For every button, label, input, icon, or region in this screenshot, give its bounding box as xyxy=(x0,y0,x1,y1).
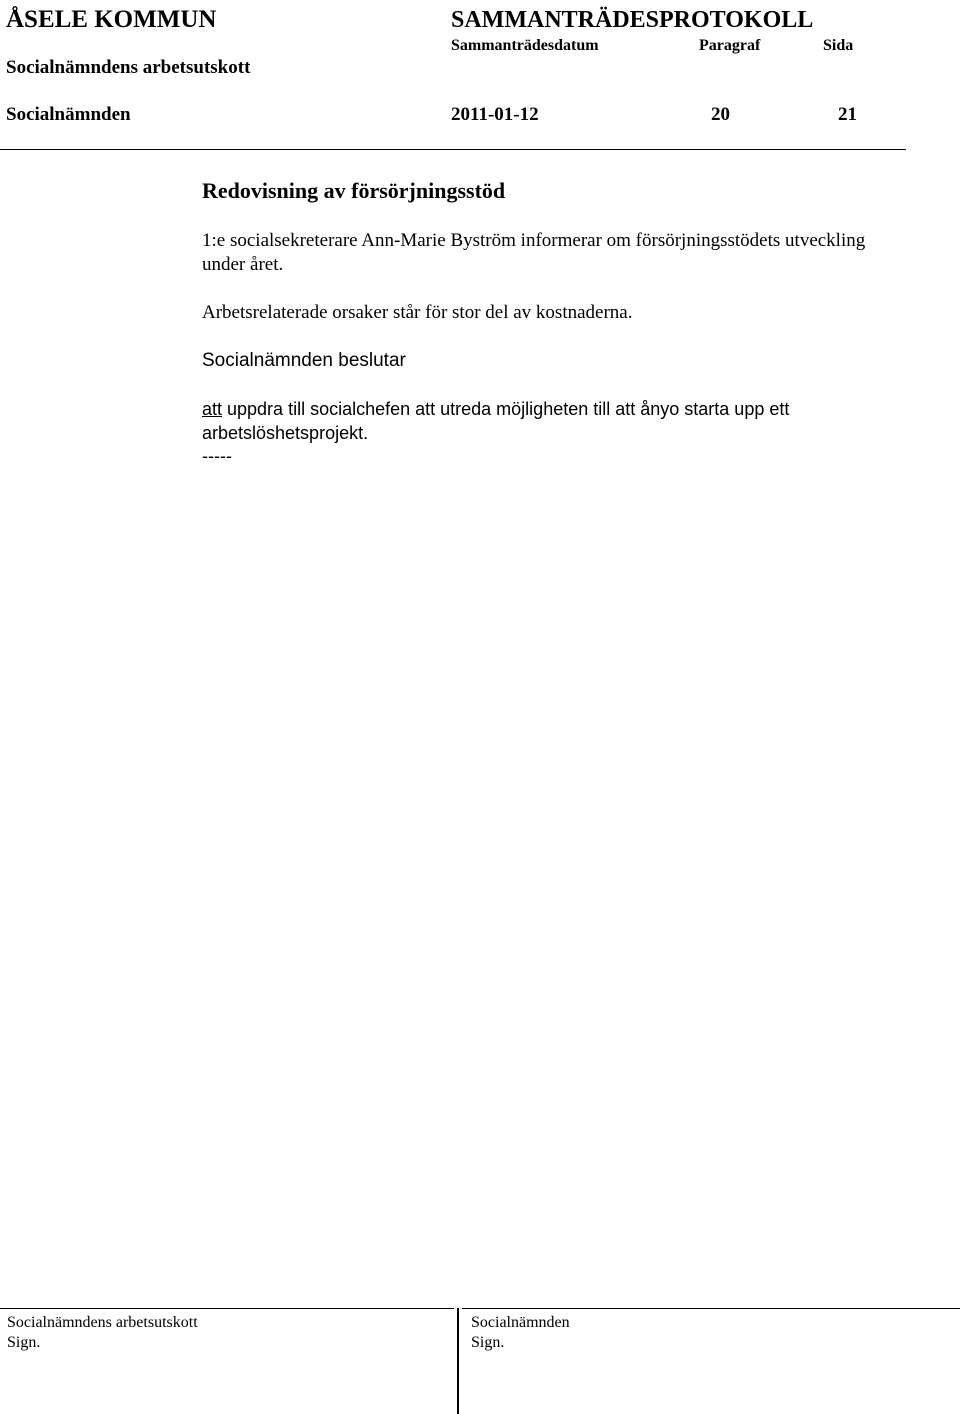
paragraph-number: 20 xyxy=(711,104,730,125)
paragraph-costs: Arbetsrelaterade orsaker står för stor del av kostnaderna. xyxy=(202,302,633,323)
footer-right-rule xyxy=(462,1308,960,1309)
decision-keyword: att xyxy=(202,399,223,419)
footer-left-rule xyxy=(0,1308,454,1309)
paragraph-column-label: Paragraf xyxy=(699,37,761,54)
end-marker: ----- xyxy=(202,446,232,466)
committee-name: Socialnämndens arbetsutskott xyxy=(6,57,251,78)
page-column-label: Sida xyxy=(823,37,854,54)
meeting-date: 2011-01-12 xyxy=(451,104,539,125)
footer-left-sign: Sign. xyxy=(7,1334,41,1351)
header-divider xyxy=(0,149,906,150)
footer-left-label: Socialnämndens arbetsutskott xyxy=(7,1314,198,1331)
section-title: Redovisning av försörjningsstöd xyxy=(202,178,506,203)
decision-body: uppdra till socialchefen att utreda möjligheten till att ånyo starta upp ett arbetslöshetsprojekt. xyxy=(202,399,790,443)
protocol-content xyxy=(202,176,892,467)
date-column-label: Sammanträdesdatum xyxy=(451,37,599,54)
footer-separator xyxy=(457,1308,459,1414)
paragraph-information: 1:e socialsekreterare Ann-Marie Byström informerar om försörjningsstödets utveckling under året. xyxy=(202,230,866,275)
decision-text xyxy=(202,397,892,445)
decision-heading: Socialnämnden beslutar xyxy=(202,350,406,371)
organization-name: ÅSELE KOMMUN xyxy=(6,6,217,33)
footer-right-sign: Sign. xyxy=(471,1334,505,1351)
footer-right-label: Socialnämnden xyxy=(471,1314,570,1331)
body-name: Socialnämnden xyxy=(6,104,131,125)
page-number: 21 xyxy=(838,104,857,125)
document-type: SAMMANTRÄDESPROTOKOLL xyxy=(451,7,814,33)
